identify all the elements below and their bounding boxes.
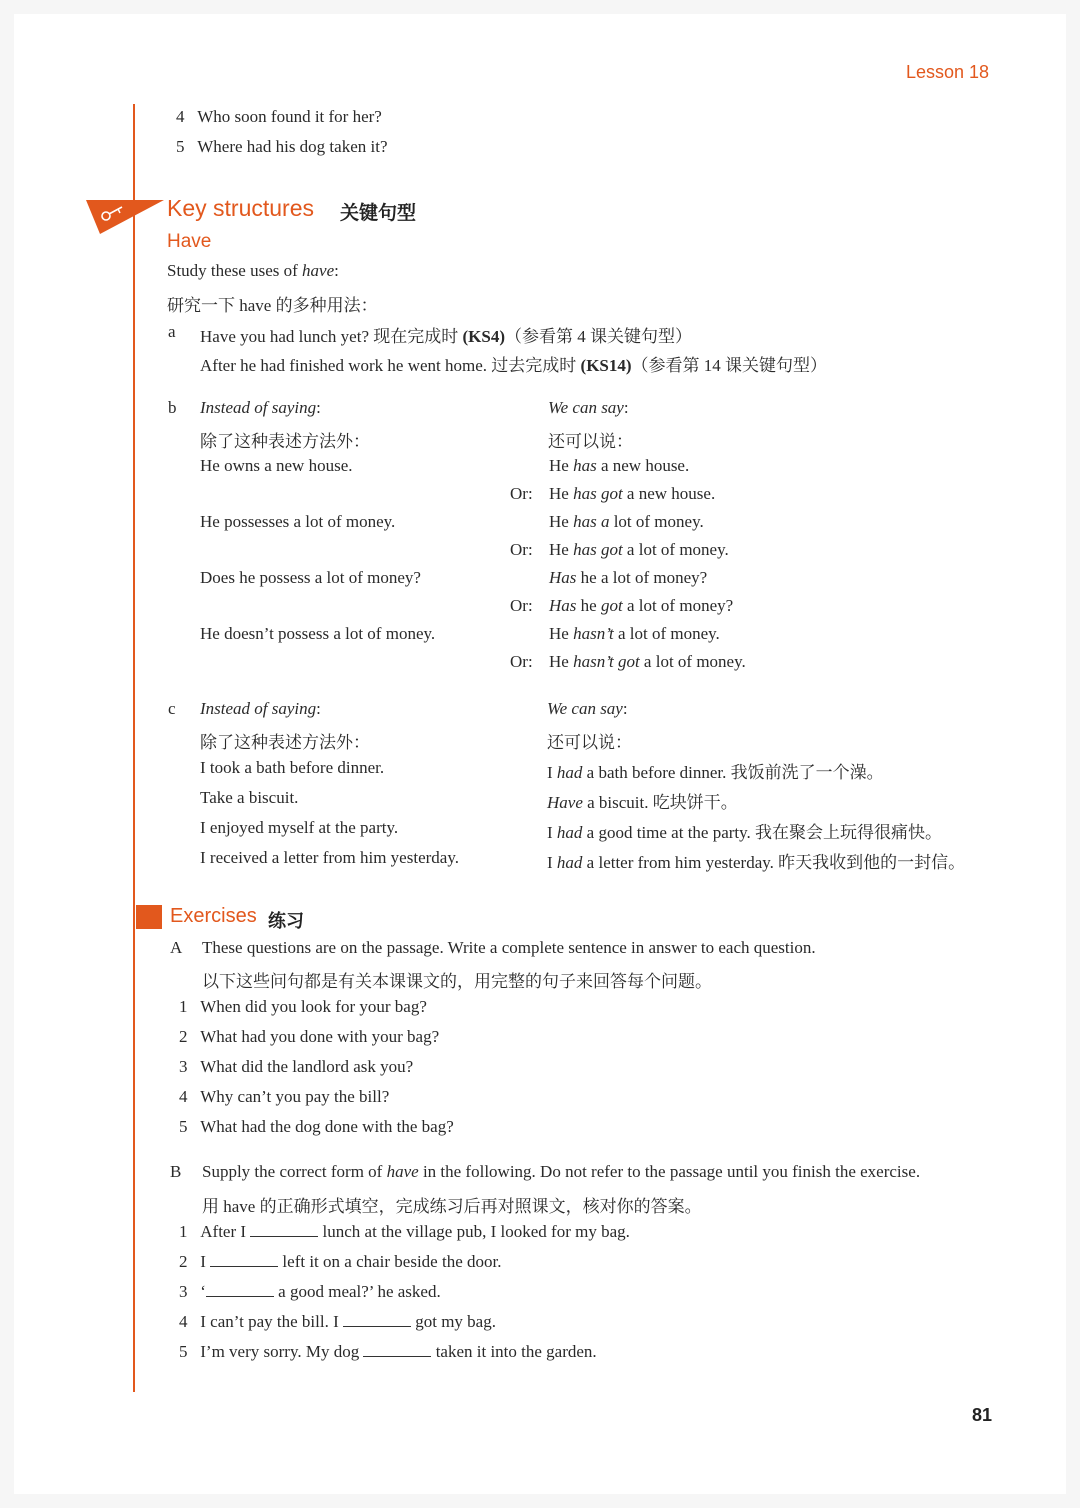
right-sentence: I had a letter from him yesterday. 昨天我收到他的一封信。 — [547, 853, 966, 872]
exercise-marker — [136, 905, 162, 929]
exercise-instruction-cn: 以下这些问句都是有关本课课文的，用完整的句子来回答每个问题。 — [202, 972, 712, 991]
list-item: 5 Where had his dog taken it? — [176, 137, 388, 156]
item-letter: a — [168, 322, 176, 341]
or-label: Or: — [510, 596, 533, 615]
right-sentence: Has he a lot of money? — [549, 568, 708, 587]
answer-blank[interactable] — [210, 1254, 278, 1267]
right-heading-cn: 还可以说： — [548, 432, 633, 451]
left-sentence: I took a bath before dinner. — [200, 758, 385, 777]
exercise-instruction: Supply the correct form of have in the following. Do not refer to the passage until you finish the exercise. — [202, 1162, 921, 1181]
right-heading: We can say: — [547, 699, 628, 718]
left-heading: Instead of saying: — [200, 398, 321, 417]
left-sentence: He doesn’t possess a lot of money. — [200, 624, 436, 643]
question: 5 What had the dog done with the bag? — [179, 1117, 454, 1136]
answer-blank[interactable] — [250, 1224, 318, 1237]
right-sentence: He hasn’t got a lot of money. — [549, 652, 746, 671]
left-heading-cn: 除了这种表述方法外： — [200, 733, 370, 752]
fill-blank-item: 5 I’m very sorry. My dog taken it into the garden. — [179, 1342, 597, 1361]
right-sentence: Has he got a lot of money? — [549, 596, 734, 615]
right-sentence: He hasn’t a lot of money. — [549, 624, 720, 643]
left-sentence: I received a letter from him yesterday. — [200, 848, 459, 867]
question: 1 When did you look for your bag? — [179, 997, 427, 1016]
exercise-instruction-cn: 用 have 的正确形式填空，完成练习后再对照课文，核对你的答案。 — [202, 1197, 702, 1216]
or-label: Or: — [510, 652, 533, 671]
answer-blank[interactable] — [206, 1284, 274, 1297]
answer-blank[interactable] — [343, 1314, 411, 1327]
exercise-letter: A — [170, 938, 183, 957]
fill-blank-item: 2 I left it on a chair beside the door. — [179, 1252, 502, 1271]
section-title-cn: 关键句型 — [340, 203, 417, 224]
intro-text: Study these uses of have: — [167, 261, 339, 280]
right-sentence: Have a biscuit. 吃块饼干。 — [547, 793, 738, 812]
margin-rule — [133, 104, 135, 1392]
exercises-title: Exercises — [170, 905, 257, 927]
key-icon — [86, 196, 166, 238]
left-heading-cn: 除了这种表述方法外： — [200, 432, 370, 451]
question: 4 Why can’t you pay the bill? — [179, 1087, 390, 1106]
or-label: Or: — [510, 484, 533, 503]
right-sentence: I had a good time at the party. 我在聚会上玩得很痛快。 — [547, 823, 943, 842]
exercise-instruction: These questions are on the passage. Write a complete sentence in answer to each question. — [202, 938, 816, 957]
right-sentence: He has a new house. — [549, 456, 690, 475]
right-sentence: I had a bath before dinner. 我饭前洗了一个澡。 — [547, 763, 884, 782]
item-letter: c — [168, 699, 176, 718]
page-number: 81 — [972, 1405, 993, 1425]
lesson-label: Lesson 18 — [906, 62, 990, 82]
section-title: Key structures — [167, 195, 314, 221]
right-sentence: He has a lot of money. — [549, 512, 704, 531]
right-sentence: He has got a new house. — [549, 484, 716, 503]
left-sentence: He owns a new house. — [200, 456, 353, 475]
question: 3 What did the landlord ask you? — [179, 1057, 414, 1076]
structure-line: Have you had lunch yet? 现在完成时 (KS4)（参看第 4 课关键句型） — [200, 327, 692, 346]
fill-blank-item: 3 ‘ a good meal?’ he asked. — [179, 1282, 441, 1301]
list-item: 4 Who soon found it for her? — [176, 107, 382, 126]
exercise-letter: B — [170, 1162, 182, 1181]
intro-text-cn: 研究一下 have 的多种用法： — [167, 296, 378, 315]
exercises-title-cn: 练习 — [268, 911, 304, 931]
left-sentence: Take a biscuit. — [200, 788, 299, 807]
right-heading: We can say: — [548, 398, 629, 417]
left-sentence: I enjoyed myself at the party. — [200, 818, 399, 837]
section-subtitle: Have — [167, 231, 212, 252]
or-label: Or: — [510, 540, 533, 559]
fill-blank-item: 1 After I lunch at the village pub, I looked for my bag. — [179, 1222, 630, 1241]
item-letter: b — [168, 398, 177, 417]
structure-line: After he had finished work he went home. 过去完成时 (KS14)（参看第 14 课关键句型） — [200, 356, 828, 375]
question: 2 What had you done with your bag? — [179, 1027, 440, 1046]
left-sentence: Does he possess a lot of money? — [200, 568, 421, 587]
answer-blank[interactable] — [363, 1344, 431, 1357]
right-heading-cn: 还可以说： — [547, 733, 632, 752]
right-sentence: He has got a lot of money. — [549, 540, 729, 559]
left-sentence: He possesses a lot of money. — [200, 512, 396, 531]
fill-blank-item: 4 I can’t pay the bill. I got my bag. — [179, 1312, 496, 1331]
left-heading: Instead of saying: — [200, 699, 321, 718]
